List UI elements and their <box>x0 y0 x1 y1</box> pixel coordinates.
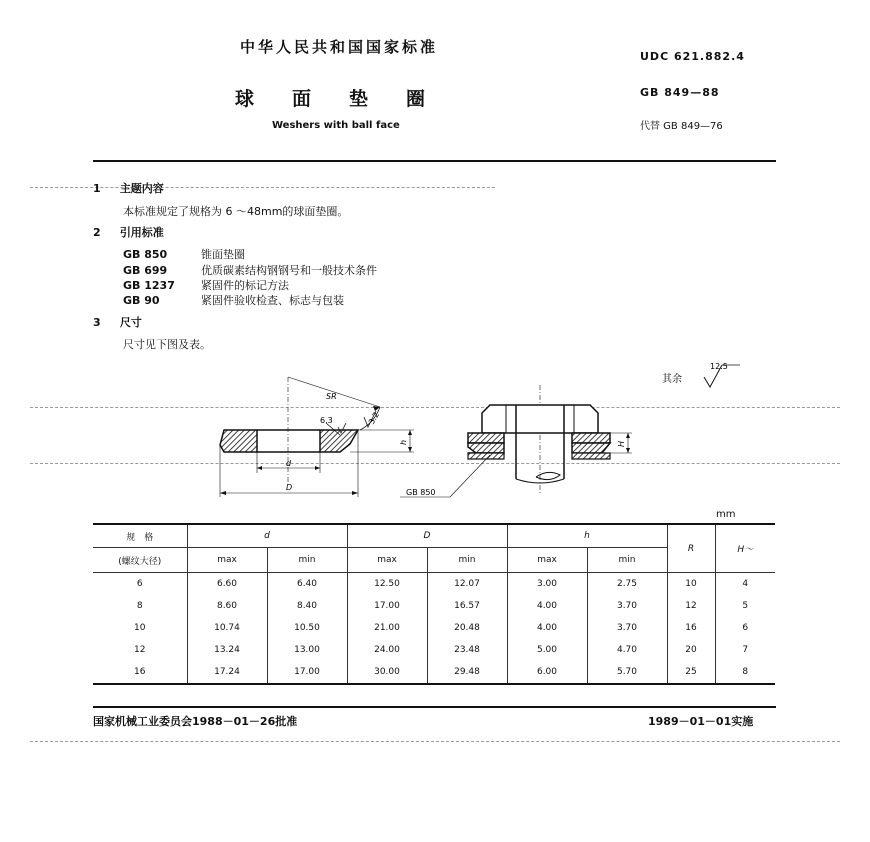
big-d-max-cell: 12.50 <box>347 573 427 596</box>
section-3-text: 尺寸见下图及表。 <box>123 338 211 351</box>
label-gb850: GB 850 <box>406 488 436 497</box>
r-cell: 20 <box>667 639 715 661</box>
h-max-cell: 4.00 <box>507 617 587 639</box>
section-number: 2 <box>93 226 101 239</box>
table-header-row <box>93 524 775 548</box>
big-d-min-cell: 20.48 <box>427 617 507 639</box>
big-d-min-cell: 12.07 <box>427 573 507 596</box>
roughness-value: 12.5 <box>710 362 728 371</box>
table-row <box>93 595 775 617</box>
document-title: 球面垫圈 <box>235 88 464 110</box>
r-cell: 12 <box>667 595 715 617</box>
d-min-cell: 17.00 <box>267 661 347 684</box>
h-max-cell: 5.00 <box>507 639 587 661</box>
spec-cell: 6 <box>93 573 187 596</box>
washer-drawing <box>200 355 760 505</box>
standard-body: 中华人民共和国国家标准 <box>240 38 439 56</box>
replaces-note: 代替 GB 849—76 <box>640 121 723 132</box>
reference-item <box>123 277 289 293</box>
h-max-cell: 6.00 <box>507 661 587 684</box>
section-title: 主题内容 <box>119 182 164 195</box>
table-row <box>93 573 775 596</box>
roughness-surface-label-2: 6.3 <box>320 416 333 425</box>
reference-code: GB 699 <box>123 264 168 277</box>
d-min-cell: 6.40 <box>267 573 347 596</box>
dimension-table <box>93 523 775 685</box>
header-rule <box>93 160 776 162</box>
label-sr: SR <box>326 392 337 401</box>
section-title: 引用标准 <box>119 226 164 239</box>
section-number: 1 <box>93 182 101 195</box>
d-max-cell: 10.74 <box>187 617 267 639</box>
d-max-cell: 8.60 <box>187 595 267 617</box>
reference-name: 紧固件的标记方法 <box>201 279 289 292</box>
section-2-heading <box>93 224 164 240</box>
reference-name: 紧固件验收检查、标志与包装 <box>201 294 344 307</box>
d-max-cell: 17.24 <box>187 661 267 684</box>
scan-dash <box>30 741 840 742</box>
reference-code: GB 90 <box>123 294 160 307</box>
big-h-cell: 5 <box>715 595 775 617</box>
udc-number: UDC 621.882.4 <box>640 50 745 63</box>
col-spec-subheader: (螺纹大径) <box>93 548 187 573</box>
h-min-cell: 3.70 <box>587 617 667 639</box>
h-min-cell: 5.70 <box>587 661 667 684</box>
roughness-surface-label: 3.2 <box>366 410 382 426</box>
r-cell: 10 <box>667 573 715 596</box>
min-header: min <box>267 548 347 573</box>
spec-cell: 8 <box>93 595 187 617</box>
effective-date: 1989－01－01实施 <box>648 715 754 728</box>
reference-name: 优质碳素结构钢钢号和一般技术条件 <box>201 264 377 277</box>
col-h-header: h <box>507 524 667 548</box>
reference-item <box>123 246 245 262</box>
spec-cell: 16 <box>93 661 187 684</box>
d-min-cell: 8.40 <box>267 595 347 617</box>
big-d-min-cell: 29.48 <box>427 661 507 684</box>
section-3-heading <box>93 314 142 330</box>
gb-number: GB 849—88 <box>640 86 720 99</box>
h-max-cell: 4.00 <box>507 595 587 617</box>
col-big-h-header: H～ <box>715 524 775 573</box>
max-header: max <box>187 548 267 573</box>
h-min-cell: 4.70 <box>587 639 667 661</box>
d-max-cell: 13.24 <box>187 639 267 661</box>
reference-code: GB 1237 <box>123 279 175 292</box>
big-d-max-cell: 21.00 <box>347 617 427 639</box>
d-min-cell: 10.50 <box>267 617 347 639</box>
max-header: max <box>507 548 587 573</box>
table-unit: mm <box>716 509 736 520</box>
big-h-cell: 7 <box>715 639 775 661</box>
h-max-cell: 3.00 <box>507 573 587 596</box>
big-d-max-cell: 17.00 <box>347 595 427 617</box>
reference-name: 锥面垫圈 <box>201 248 245 261</box>
roughness-other-label: 其余 <box>662 374 682 385</box>
col-big-d-header: D <box>347 524 507 548</box>
english-title: Weshers with ball face <box>272 120 400 131</box>
big-d-max-cell: 30.00 <box>347 661 427 684</box>
col-spec-header: 规 格 <box>93 524 187 548</box>
assembly-view <box>400 385 632 497</box>
r-cell: 16 <box>667 617 715 639</box>
big-d-max-cell: 24.00 <box>347 639 427 661</box>
table-row <box>93 661 775 684</box>
max-header: max <box>347 548 427 573</box>
label-h: h <box>399 439 408 445</box>
section-1-heading <box>93 180 164 196</box>
label-big-d: D <box>286 483 293 492</box>
label-d: d <box>286 459 292 468</box>
section-number: 3 <box>93 316 101 329</box>
d-min-cell: 13.00 <box>267 639 347 661</box>
section-1-text: 本标准规定了规格为 6 ～48mm的球面垫圈。 <box>123 205 349 218</box>
big-h-cell: 8 <box>715 661 775 684</box>
col-r-header: R <box>667 524 715 573</box>
approval-date: 国家机械工业委员会1988－01－26批准 <box>93 715 298 728</box>
big-d-min-cell: 16.57 <box>427 595 507 617</box>
table-row <box>93 639 775 661</box>
table-row <box>93 617 775 639</box>
r-cell: 25 <box>667 661 715 684</box>
section-title: 尺寸 <box>119 316 142 329</box>
big-h-cell: 6 <box>715 617 775 639</box>
min-header: min <box>427 548 507 573</box>
d-max-cell: 6.60 <box>187 573 267 596</box>
big-h-cell: 4 <box>715 573 775 596</box>
washer-section-view <box>220 377 414 497</box>
reference-item <box>123 262 377 278</box>
reference-item <box>123 292 344 308</box>
col-d-header: d <box>187 524 347 548</box>
min-header: min <box>587 548 667 573</box>
h-min-cell: 2.75 <box>587 573 667 596</box>
footer-rule <box>93 706 776 708</box>
spec-cell: 10 <box>93 617 187 639</box>
spec-cell: 12 <box>93 639 187 661</box>
reference-code: GB 850 <box>123 248 168 261</box>
big-d-min-cell: 23.48 <box>427 639 507 661</box>
h-min-cell: 3.70 <box>587 595 667 617</box>
label-big-h: H <box>617 440 626 447</box>
